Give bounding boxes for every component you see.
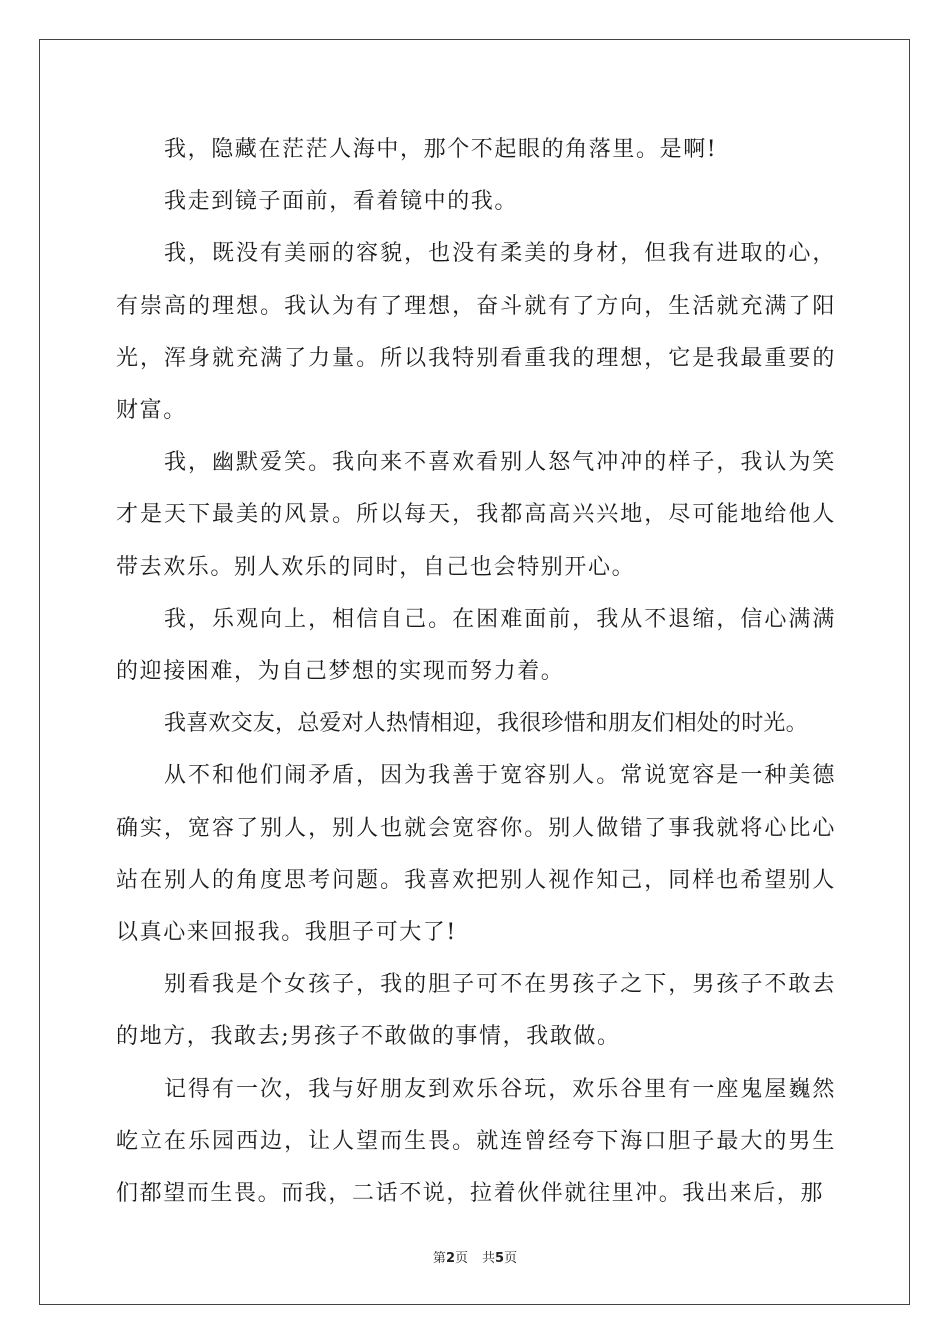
paragraph-5: 我，乐观向上，相信自己。在困难面前，我从不退缩，信心满满的迎接困难，为自己梦想的实现而努力着。 — [116, 606, 836, 685]
page-prefix: 第 — [432, 1251, 446, 1266]
page-number: 2 — [445, 1251, 455, 1266]
paragraph-4: 我，幽默爱笑。我向来不喜欢看别人怒气冲冲的样子，我认为笑才是天下最美的风景。所以每天，我都高高兴兴地，尽可能地给他人带去欢乐。别人欢乐的同时，自己也会特别开心。 — [116, 450, 836, 580]
paragraph-6: 我喜欢交友，总爱对人热情相迎，我很珍惜和朋友们相处的时光。 — [164, 711, 808, 737]
paragraph-8: 别看我是个女孩子，我的胆子可不在男孩子之下，男孩子不敢去的地方，我敢去;男孩子不敢做的事情，我敢做。 — [116, 972, 836, 1050]
total-pages: 5 — [495, 1251, 505, 1266]
document-body — [116, 124, 836, 1220]
paragraph-3: 我，既没有美丽的容貌，也没有柔美的身材，但我有进取的心，有崇高的理想。我认为有了理想，奋斗就有了方向，生活就充满了阳光，浑身就充满了力量。所以我特别看重我的理想，它是我最重要的财富。 — [116, 241, 836, 424]
total-suffix: 页 — [504, 1251, 518, 1266]
total-prefix: 共 — [482, 1251, 496, 1266]
paragraph-1: 我，隐藏在茫茫人海中，那个不起眼的角落里。是啊! — [164, 137, 718, 162]
paragraph-9: 记得有一次，我与好朋友到欢乐谷玩，欢乐谷里有一座鬼屋巍然屹立在乐园西边，让人望而生畏。就连曾经夸下海口胆子最大的男生们都望而生畏。而我，二话不说，拉着伙伴就往里冲。我出来后，那 — [116, 1076, 836, 1207]
paragraph-7: 从不和他们闹矛盾，因为我善于宽容别人。常说宽容是一种美德确实，宽容了别人，别人也就会宽容你。别人做错了事我就将心比心站在别人的角度思考问题。我喜欢把别人视作知己，同样也希望别人以真心来回报我。我胆子可大了! — [116, 763, 836, 946]
page-footer — [0, 1247, 950, 1266]
paragraph-2: 我走到镜子面前，看着镜中的我。 — [164, 189, 519, 215]
page-suffix: 页 — [454, 1251, 468, 1266]
